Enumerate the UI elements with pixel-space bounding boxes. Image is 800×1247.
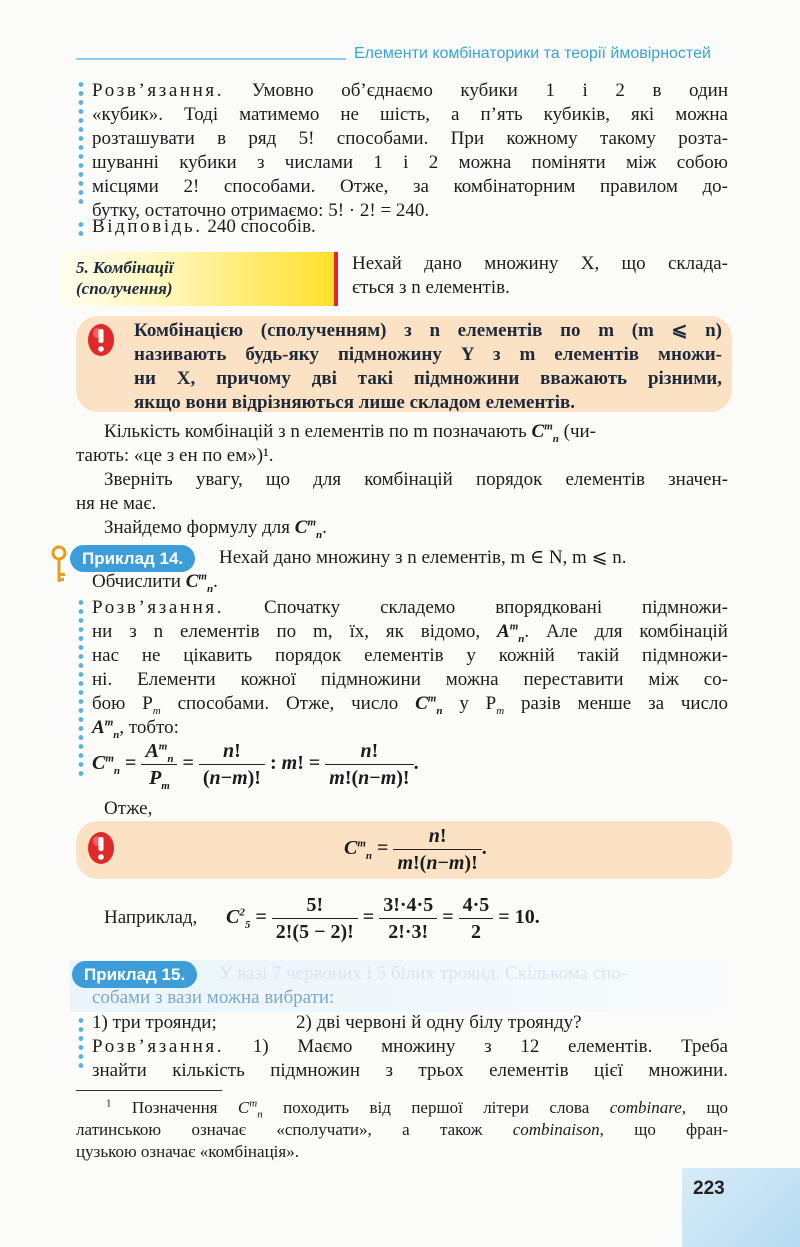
therefore: Отже, bbox=[104, 798, 153, 819]
solution-label: Розв’язання. bbox=[92, 80, 225, 101]
topic-subtitle: (сполучення) bbox=[76, 279, 173, 298]
derivation-formula: $C^m_n$ = $\frac{A^m_n}{P_m}$ = $\frac{n!}{(n-m)!}$ : m! = $\frac{n!}{m!(n-m)!}$ . bbox=[92, 740, 419, 792]
option-2: 2) дві червоні й одну білу троянду? bbox=[296, 1012, 582, 1033]
chapter-title: Елементи комбінаторики та теорії ймовірностей bbox=[354, 45, 711, 62]
example-14-badge: Приклад 14. bbox=[70, 545, 195, 572]
exclamation-icon bbox=[86, 322, 116, 358]
solution-2-dots bbox=[78, 598, 84, 780]
example-15-faded-text: У вазі 7 червоних і 5 білих троянд. Скількома спо- bbox=[219, 963, 628, 984]
answer-dots bbox=[78, 220, 84, 236]
header-rule bbox=[76, 58, 346, 60]
definition-text: Комбінацією (сполученням) з n елементів по m (m ⩽ n) називають будь-яку підмножину Y з m елементів множи- ни X, причому дві такі підмножини вважають різними, якщо вони відрізняються лише складом елементів. bbox=[134, 320, 722, 413]
topic-title: 5. Комбінації bbox=[76, 258, 174, 277]
footnote-rule bbox=[76, 1090, 222, 1091]
answer-1: Відповідь. 240 способів. bbox=[92, 216, 316, 237]
topic-intro: Нехай дано множину X, що склада- ється з n елементів. bbox=[352, 253, 728, 298]
example-14-task: Обчислити $C^m_n$. bbox=[92, 570, 218, 595]
page-number: 223 bbox=[693, 1178, 725, 1199]
notation-paragraph: Кількість комбінацій з n елементів по m позначають $C^m_n$ (чи- тають: «це з ен по ем»)¹. Зверніть увагу, що для комбінацій порядок елементів значен- ня не має. Знайдемо формулу для $C^m_n$. bbox=[76, 420, 728, 541]
combination-formula: $C^m_n$ = $\frac{n!}{m!(n-m)!}$ . bbox=[344, 825, 487, 874]
footnote: $^1$ Позначення $C^m_n$ походить від першої літери слова combinare, що латинською означає «сполучати», а також combinaison, що фран- цузькою означає «комбінація». bbox=[76, 1097, 729, 1161]
exclamation-icon-2 bbox=[86, 830, 116, 866]
solution-dots bbox=[78, 80, 84, 206]
example-15-line2: собами з вази можна вибрати: bbox=[92, 987, 335, 1008]
solution-2: Розв’язання. Спочатку складемо впорядковані підмножи- ни з n елементів по m, їх, як відомо, $A^m_n$. Але для комбінацій нас не цікавить порядок елементів у кожній такій підмножи- ні. Елементи кожної підмножини можна переставити між со- бою $P_m$ способами. Отже, число $C^m_n$ у $P_m$ разів менше за число $A^m_n$, тобто: bbox=[92, 597, 728, 741]
topic-banner bbox=[58, 252, 338, 306]
example-15-badge: Приклад 15. bbox=[72, 961, 197, 988]
example-15-dots bbox=[78, 1016, 84, 1072]
example-14-text: Нехай дано множину з n елементів, m ∈ N, m ⩽ n. bbox=[219, 547, 627, 568]
example-calc-formula: $C^2_5$ = $\frac{5!}{2!(5 - 2)!}$ = $\frac{3!\cdot 4\cdot 5}{2!\cdot 3!}$ = $\frac{4\cdot 5}{2}$ = 10. bbox=[226, 894, 540, 943]
key-icon bbox=[50, 545, 68, 585]
example-calc-intro: Наприклад, bbox=[104, 907, 198, 928]
option-1: 1) три троянди; bbox=[92, 1012, 217, 1033]
solution-3: Розв’язання. 1) Маємо множину з 12 елементів. Треба знайти кількість підмножин з трьох елементів цієї множини. bbox=[92, 1036, 728, 1081]
solution-1: Розв’язання. Умовно об’єднаємо кубики 1 і 2 в один «кубик». Тоді матимемо не шість, а п’ять кубиків, які можна розташувати в ряд 5! способами. При кожному такому розта- шуванні кубики з числами 1 і 2 можна поміняти між собою місцями 2! способами. Отже, за комбінаторним правилом до- бутку, остаточно отримаємо: 5! · 2! = 240. bbox=[92, 80, 728, 221]
c-n-m-symbol: $C^m_n$ bbox=[531, 420, 559, 445]
